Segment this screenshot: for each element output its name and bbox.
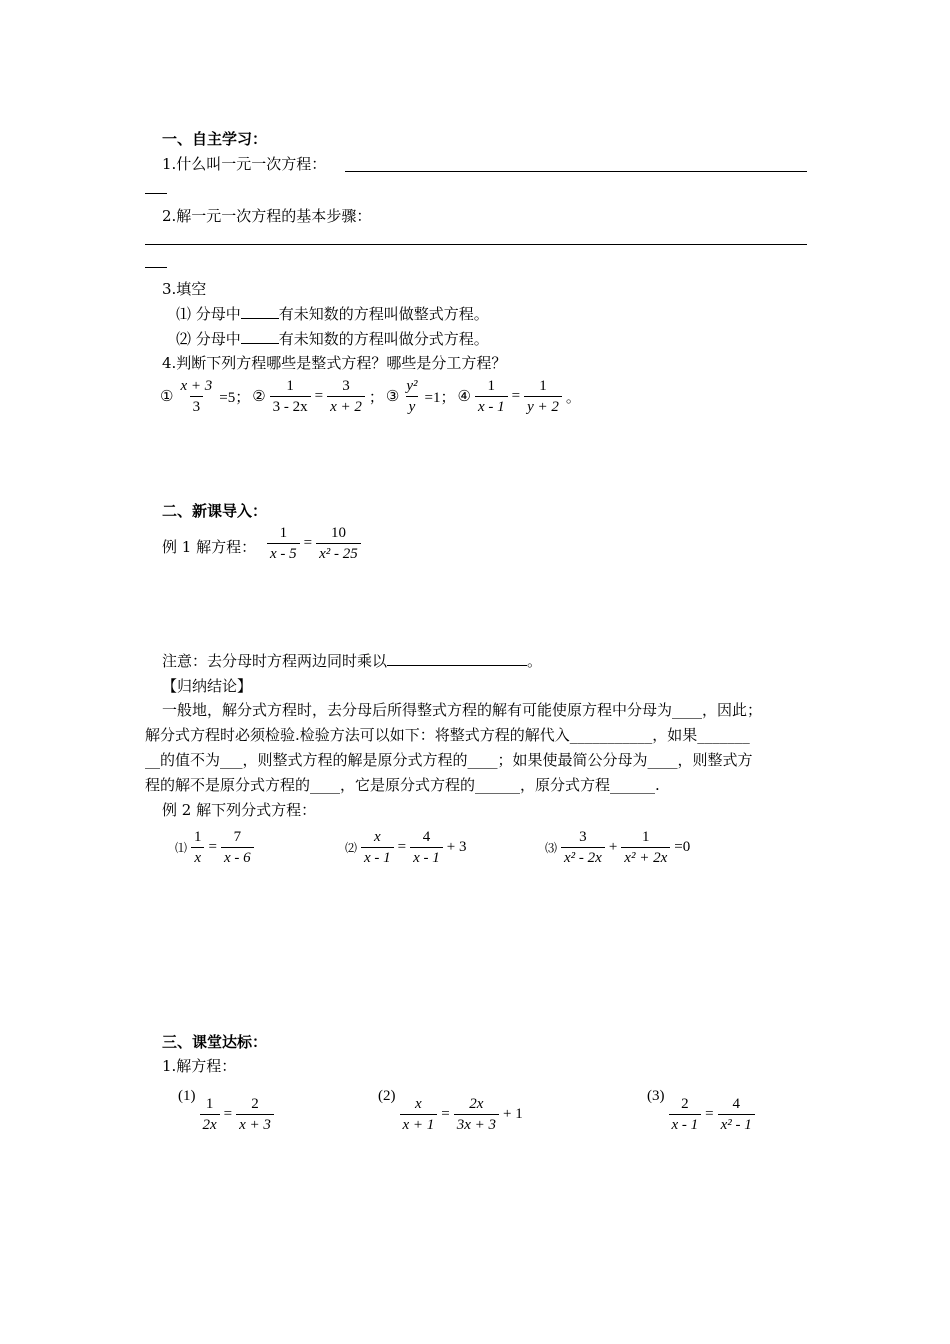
note-text: 注意：去分母时方程两边同时乘以 [162, 652, 388, 670]
exercise-equation-2 [378, 1088, 523, 1135]
numerator: 1 [642, 829, 650, 845]
equation-body [667, 1094, 757, 1135]
section1-heading: 一、自主学习： [162, 130, 268, 148]
blank [387, 651, 527, 666]
section3-heading: 三、课堂达标： [162, 1033, 268, 1051]
example-1-label: 例 1 解方程： [162, 538, 257, 556]
fraction [267, 523, 300, 564]
example-2-equation-1 [175, 827, 256, 868]
note-end: 。 [527, 652, 543, 670]
numerator: 10 [330, 525, 346, 541]
denominator: 3x + 3 [454, 1114, 499, 1135]
numerator: 1 [286, 378, 294, 394]
denominator: y [406, 396, 419, 417]
part-label: ⑵ [345, 841, 358, 855]
fill-blank-1-suffix: 有未知数的方程叫做整式方程。 [278, 305, 489, 323]
equals: = [397, 839, 407, 855]
denominator: 3 [190, 396, 204, 417]
answer-line-continued [145, 193, 167, 194]
fraction [403, 376, 420, 417]
question-1: 1.什么叫一元一次方程： [162, 155, 327, 173]
conclusion-line-3: __的值不为___，则整式方程的解是原分式方程的____；如果使最简公分母为____，则整式方 [145, 751, 753, 769]
rhs: =5； [219, 390, 251, 406]
conclusion-line-4: 程的解不是原分式方程的____，它是原分式方程的______，原分式方程______. [145, 776, 660, 794]
fraction [454, 1094, 499, 1135]
numerator: 2x [469, 1096, 484, 1112]
numerator: 2 [251, 1096, 259, 1112]
denominator: x - 6 [221, 847, 254, 868]
marker-4: ④ [457, 389, 471, 405]
fraction [236, 1094, 274, 1135]
equals: = [208, 839, 217, 855]
denominator: x - 1 [361, 847, 394, 868]
fraction [361, 827, 394, 868]
marker-3: ③ [385, 389, 400, 405]
fraction [327, 376, 365, 417]
denominator: x [191, 847, 204, 868]
denominator: x² - 25 [316, 543, 361, 564]
note-line [162, 650, 542, 671]
section2-heading: 二、新课导入： [162, 502, 268, 520]
section3-question-1: 1.解方程： [162, 1057, 237, 1075]
fraction [621, 827, 670, 868]
numerator: 1 [194, 829, 202, 845]
tail: + 3 [446, 839, 467, 855]
part-label: (2) [378, 1088, 396, 1104]
fraction [475, 376, 508, 417]
denominator: x - 1 [475, 396, 508, 417]
fraction [669, 1094, 702, 1135]
blank [241, 304, 279, 319]
fraction [177, 376, 215, 417]
end-mark: 。 [565, 390, 581, 406]
numerator: 1 [279, 525, 288, 541]
denominator: x + 3 [236, 1114, 274, 1135]
question-3-title: 3.填空 [162, 280, 207, 298]
denominator: x² + 2x [621, 847, 670, 868]
denominator: x² - 1 [718, 1114, 755, 1135]
marker-2: ② [252, 389, 266, 405]
numerator: 4 [732, 1096, 740, 1112]
conclusion-line-1: 一般地，解分式方程时，去分母后所得整式方程的解有可能使原方程中分母为____，因此； [162, 701, 763, 719]
question-2: 2.解一元一次方程的基本步骤： [162, 207, 372, 225]
part-label: (3) [647, 1088, 665, 1104]
fraction [191, 827, 205, 868]
denominator: 2x [200, 1114, 220, 1135]
fraction [400, 1094, 438, 1135]
fill-blank-1 [176, 303, 489, 324]
fraction [270, 376, 311, 417]
exercise-equation-3 [647, 1088, 757, 1135]
denominator: y + 2 [524, 396, 562, 417]
numerator: 7 [233, 829, 242, 845]
example-2-equation-2 [345, 827, 467, 868]
conclusion-line-2: 解分式方程时必须检验.检验方法可以如下：将整式方程的解代入___________，如果_______ [145, 726, 750, 744]
equation-body [198, 1094, 276, 1135]
equals: = [314, 388, 324, 404]
numerator: 2 [681, 1096, 689, 1112]
answer-line [345, 171, 807, 172]
numerator: 3 [342, 378, 350, 394]
equals: = [223, 1106, 233, 1122]
numerator: 1 [487, 378, 496, 394]
numerator: y² [406, 378, 418, 394]
plus: + [608, 839, 618, 855]
numerator: 4 [422, 829, 431, 845]
fill-blank-2-suffix: 有未知数的方程叫做分式方程。 [278, 330, 489, 348]
denominator: x + 2 [327, 396, 365, 417]
example-1-equation [265, 523, 363, 564]
equals: = [511, 388, 521, 404]
numerator: x + 3 [180, 378, 213, 394]
denominator: x - 1 [410, 847, 443, 868]
denominator: x - 5 [267, 543, 300, 564]
part-label: ⑴ [175, 841, 188, 855]
denominator: 3 - 2x [270, 396, 311, 417]
rhs: =1； [424, 390, 456, 406]
fraction [524, 376, 562, 417]
equation-list [160, 376, 581, 417]
numerator: 3 [579, 829, 587, 845]
exercise-equation-1 [178, 1088, 276, 1135]
denominator: x + 1 [400, 1114, 438, 1135]
numerator: x [415, 1096, 422, 1112]
equals: = [441, 1106, 450, 1122]
fraction [410, 827, 443, 868]
fraction [718, 1094, 755, 1135]
answer-line-continued [145, 267, 167, 268]
tail: + 1 [503, 1106, 523, 1122]
fraction [221, 827, 254, 868]
fraction [561, 827, 605, 868]
example-2-equation-3 [545, 827, 690, 868]
question-4: 4.判断下列方程哪些是整式方程？哪些是分工方程？ [162, 354, 507, 372]
equation-body [398, 1094, 523, 1135]
separator: ； [368, 390, 384, 406]
numerator: 1 [539, 378, 547, 394]
conclusion-title: 【归纳结论】 [162, 677, 253, 695]
answer-line [145, 244, 807, 245]
example-2-label: 例 2 解下列分式方程： [162, 801, 317, 819]
fraction [200, 1094, 220, 1135]
numerator: x [374, 829, 381, 845]
part-label: ⑶ [545, 841, 558, 855]
equals: = [303, 535, 313, 551]
numerator: 1 [205, 1096, 214, 1112]
fill-blank-2-prefix: ⑵ 分母中 [176, 330, 241, 348]
denominator: x - 1 [669, 1114, 702, 1135]
fill-blank-1-prefix: ⑴ 分母中 [176, 305, 241, 323]
part-label: (1) [178, 1088, 196, 1104]
fill-blank-2 [176, 328, 489, 349]
tail: =0 [674, 839, 691, 855]
fraction [316, 523, 361, 564]
denominator: x² - 2x [561, 847, 605, 868]
marker-1: ① [160, 389, 174, 405]
blank [241, 329, 279, 344]
equals: = [705, 1106, 714, 1122]
